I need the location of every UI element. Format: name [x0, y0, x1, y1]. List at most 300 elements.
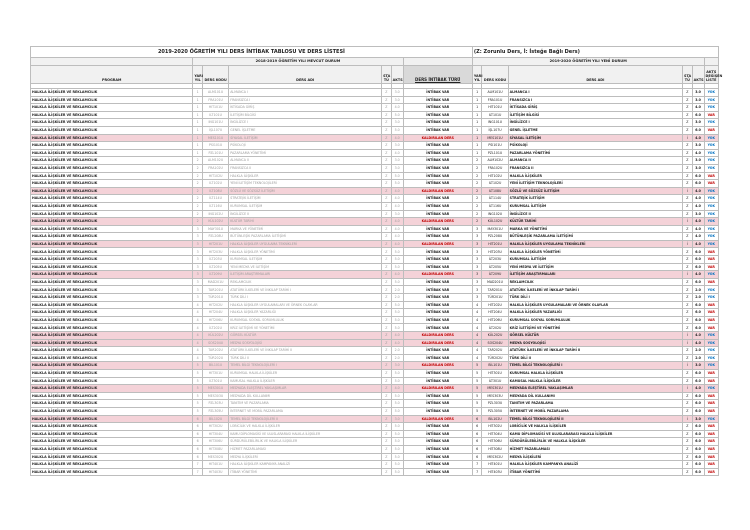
- table-row: [31, 430, 719, 438]
- old-yari-yil-cell: 6: [193, 423, 203, 431]
- intibak-turu-cell: İNTİBAK VAR: [403, 461, 472, 469]
- table-row: [31, 119, 719, 127]
- new-yari-yil-cell: 5: [472, 400, 482, 408]
- old-ders-adi-cell: SÜRDÜRÜLEBİLİRLİK VE HALKLA İLİŞKİLER: [229, 438, 382, 446]
- new-ders-adi-cell: STRATEJİK İLETİŞİM: [508, 195, 682, 203]
- new-statu-cell: Z: [683, 294, 693, 302]
- old-statu-cell: Z: [382, 180, 392, 188]
- old-akts-cell: 5.0: [391, 407, 403, 415]
- akts-degisen-cell: YOK: [704, 210, 718, 218]
- program-cell: HALKLA İLİŞKİLER VE REKLAMCILIK: [31, 195, 193, 203]
- old-statu-cell: Z: [382, 164, 392, 172]
- new-akts-cell: 4.0: [692, 225, 704, 233]
- program-cell: HALKLA İLİŞKİLER VE REKLAMCILIK: [31, 256, 193, 264]
- intibak-turu-cell: KALDIRILAN DERS: [403, 415, 472, 423]
- old-yari-yil-cell: 1: [193, 149, 203, 157]
- new-ders-kodu-cell: HIT304U: [482, 430, 508, 438]
- new-akts-cell: 3.0: [692, 415, 704, 423]
- new-akts-cell: 3.0: [692, 96, 704, 104]
- intibak-turu-cell: İNTİBAK VAR: [403, 142, 472, 150]
- new-ders-adi-cell: BÜTÜNLEŞİK PAZARLAMA İLETİŞİMİ: [508, 233, 682, 241]
- old-akts-cell: 4.0: [391, 225, 403, 233]
- old-statu-cell: Z: [382, 369, 392, 377]
- old-ders-adi-cell: TÜRK DİLİ I: [229, 294, 382, 302]
- old-ders-adi-cell: ATATÜRK İLKELERİ VE İNKILAP TARİHİ I: [229, 286, 382, 294]
- old-ders-adi-cell: İLETİŞİM ARAŞTIRMALARI: [229, 271, 382, 279]
- old-yari-yil-cell: 1: [193, 104, 203, 112]
- new-ders-adi-cell: MEDYA İLİŞKİLERİ: [508, 453, 682, 461]
- intibak-turu-cell: İNTİBAK VAR: [403, 126, 472, 134]
- new-akts-cell: 4.0: [692, 202, 704, 210]
- table-row: [31, 445, 719, 453]
- old-ders-adi-cell: PSİKOLOJİ: [229, 142, 382, 150]
- akts-degisen-cell: VAR: [704, 172, 718, 180]
- new-akts-cell: 4.0: [692, 339, 704, 347]
- new-ders-adi-cell: FRANSIZCA I: [508, 96, 682, 104]
- new-ders-kodu-cell: HIT102U: [482, 172, 508, 180]
- program-cell: HALKLA İLİŞKİLER VE REKLAMCILIK: [31, 157, 193, 165]
- new-ders-adi-cell: KRİZ İLETİŞİMİ VE YÖNETİMİ: [508, 324, 682, 332]
- old-ders-adi-cell: HALKLA İLİŞKİLER UYGULAMALARI VE ÖRNEK OLAYLAR: [229, 301, 382, 309]
- old-akts-cell: 4.0: [391, 332, 403, 340]
- new-statu-cell: Z: [683, 172, 693, 180]
- table-row: [31, 195, 719, 203]
- new-akts-cell: 4.0: [692, 385, 704, 393]
- old-ders-kodu-cell: HIT401U: [202, 461, 228, 469]
- program-cell: HALKLA İLİŞKİLER VE REKLAMCILIK: [31, 142, 193, 150]
- new-ders-kodu-cell: HIT206U: [482, 316, 508, 324]
- old-ders-kodu-cell: MAY301U: [202, 225, 228, 233]
- old-akts-cell: 5.0: [391, 400, 403, 408]
- new-ders-adi-cell: ALMANCA I: [508, 89, 682, 97]
- new-ders-adi-cell: MEDYADA DİL KULLANIMI: [508, 392, 682, 400]
- new-ders-adi-cell: MARKA VE YÖNETİMİ: [508, 225, 682, 233]
- new-yari-yil-cell: 4: [472, 332, 482, 340]
- old-statu-cell: Z: [382, 202, 392, 210]
- old-ders-adi-cell: TEMEL BİLGİ TEKNOLOJİLERİ II: [229, 415, 382, 423]
- old-statu-cell: Z: [382, 96, 392, 104]
- new-statu-cell: Z: [683, 324, 693, 332]
- old-yari-yil-cell: 3: [193, 233, 203, 241]
- intibak-turu-cell: İNTİBAK VAR: [403, 324, 472, 332]
- old-ders-adi-cell: PAZARLAMA YÖNETİMİ: [229, 149, 382, 157]
- new-akts-cell: 6.0: [692, 301, 704, 309]
- old-yari-yil-cell: 6: [193, 445, 203, 453]
- new-ders-kodu-cell: PZL208U: [482, 233, 508, 241]
- program-cell: HALKLA İLİŞKİLER VE REKLAMCILIK: [31, 324, 193, 332]
- old-ders-adi-cell: SÖZLÜ VE SÖZSÜZ İLETİŞİM: [229, 187, 382, 195]
- old-ders-kodu-cell: MAD201U: [202, 278, 228, 286]
- new-ders-adi-cell: HİZMET PAZARLAMASI: [508, 445, 682, 453]
- new-akts-cell: 6.0: [692, 377, 704, 385]
- new-yari-yil-cell: 4: [472, 324, 482, 332]
- old-statu-cell: Z: [382, 362, 392, 370]
- old-ders-kodu-cell: ILT108U: [202, 187, 228, 195]
- new-yari-yil-cell: 7: [472, 468, 482, 476]
- table-row: [31, 362, 719, 370]
- intibak-turu-cell: İNTİBAK VAR: [403, 164, 472, 172]
- new-yari-yil-cell: 1: [472, 104, 482, 112]
- new-yari-yil-cell: 5: [472, 377, 482, 385]
- new-yari-yil-cell: 3: [472, 271, 482, 279]
- old-ders-kodu-cell: HIT203U: [202, 248, 228, 256]
- old-statu-cell: Z: [382, 430, 392, 438]
- program-cell: HALKLA İLİŞKİLER VE REKLAMCILIK: [31, 111, 193, 119]
- akts-degisen-cell: YOK: [704, 362, 718, 370]
- intibak-turu-cell: İNTİBAK VAR: [403, 111, 472, 119]
- intibak-turu-cell: İNTİBAK VAR: [403, 157, 472, 165]
- new-akts-cell: 6.0: [692, 278, 704, 286]
- old-akts-cell: 3.0: [391, 142, 403, 150]
- old-statu-cell: Z: [382, 468, 392, 476]
- new-ders-kodu-cell: ING102U: [482, 210, 508, 218]
- table-row: [31, 309, 719, 317]
- new-ders-kodu-cell: HIT201U: [482, 240, 508, 248]
- akts-degisen-cell: VAR: [704, 445, 718, 453]
- new-statu-cell: İ: [683, 134, 693, 142]
- program-cell: HALKLA İLİŞKİLER VE REKLAMCILIK: [31, 294, 193, 302]
- section-row: [31, 58, 719, 66]
- old-akts-cell: 4.0: [391, 339, 403, 347]
- old-yari-yil-cell: 2: [193, 195, 203, 203]
- table-row: [31, 278, 719, 286]
- intibak-turu-cell: İNTİBAK VAR: [403, 369, 472, 377]
- new-ders-kodu-cell: HIT202U: [482, 301, 508, 309]
- old-akts-cell: 5.0: [391, 453, 403, 461]
- old-akts-cell: 5.0: [391, 430, 403, 438]
- new-ders-adi-cell: GÖRSEL KÜLTÜR: [508, 332, 682, 340]
- akts-degisen-cell: YOK: [704, 286, 718, 294]
- table-row: [31, 407, 719, 415]
- program-cell: HALKLA İLİŞKİLER VE REKLAMCILIK: [31, 225, 193, 233]
- old-ders-adi-cell: HALKLA İLİŞKİLER UYGULAMA TEKNİKLERİ: [229, 240, 382, 248]
- new-ders-adi-cell: SİYASAL İLETİŞİM: [508, 134, 682, 142]
- akts-degisen-cell: VAR: [704, 309, 718, 317]
- new-yari-yil-cell: 2: [472, 202, 482, 210]
- new-ders-kodu-cell: İLT202U: [482, 324, 508, 332]
- new-ders-adi-cell: REKLAMCILIK: [508, 278, 682, 286]
- old-akts-cell: 5.0: [391, 461, 403, 469]
- new-ders-kodu-cell: TÜR201U: [482, 294, 508, 302]
- new-statu-cell: İ: [683, 187, 693, 195]
- old-ders-kodu-cell: TÜR202U: [202, 354, 228, 362]
- old-akts-cell: 5.0: [391, 423, 403, 431]
- new-akts-cell: 4.0: [692, 187, 704, 195]
- program-cell: HALKLA İLİŞKİLER VE REKLAMCILIK: [31, 248, 193, 256]
- new-ders-adi-cell: ATATÜRK İLKELERİ VE İNKILAP TARİHİ I: [508, 286, 682, 294]
- old-akts-cell: 5.0: [391, 180, 403, 188]
- new-ders-adi-cell: YENİ MEDYA VE İLETİŞİM: [508, 263, 682, 271]
- old-yari-yil-cell: 3: [193, 256, 203, 264]
- new-ders-adi-cell: TANITIM VE PAZARLAMA: [508, 400, 682, 408]
- old-akts-cell: 5.0: [391, 256, 403, 264]
- old-section-title: 2018-2019 ÖĞRETİM YILI MEVCUT DURUM: [193, 58, 403, 66]
- table-row: [31, 248, 719, 256]
- akts-degisen-cell: VAR: [704, 400, 718, 408]
- new-ders-adi-cell: KAMUSAL HALKLA İLİŞKİLER: [508, 377, 682, 385]
- new-yari-yil-cell: 5: [472, 407, 482, 415]
- old-statu-cell: Z: [382, 263, 392, 271]
- new-akts-cell: 6.0: [692, 180, 704, 188]
- new-ders-adi-cell: İNGİLİZCE II: [508, 210, 682, 218]
- new-statu-cell: Z: [683, 392, 693, 400]
- program-cell: HALKLA İLİŞKİLER VE REKLAMCILIK: [31, 369, 193, 377]
- new-yari-yil-cell: 1: [472, 89, 482, 97]
- old-ders-adi-cell: TÜRK DİLİ II: [229, 354, 382, 362]
- new-section-title: 2019-2020 ÖĞRETİM YILI YENİ DURUM: [472, 58, 704, 66]
- new-yari-yil-cell: 1: [472, 149, 482, 157]
- new-ders-kodu-cell: KÜL202U: [482, 332, 508, 340]
- table-row: [31, 172, 719, 180]
- new-ders-kodu-cell: FRA101U: [482, 96, 508, 104]
- old-ders-adi-cell: KURUMSAL SOSYAL SORUMLULUK: [229, 316, 382, 324]
- new-ders-adi-cell: TEMEL BİLGİ TEKNOLOJİLERİ I: [508, 362, 682, 370]
- old-ders-kodu-cell: KÜL202U: [202, 332, 228, 340]
- intibak-turu-cell: İNTİBAK VAR: [403, 354, 472, 362]
- old-ders-adi-cell: STRATEJİK İLETİŞİM: [229, 195, 382, 203]
- program-cell: HALKLA İLİŞKİLER VE REKLAMCILIK: [31, 377, 193, 385]
- table-row: [31, 225, 719, 233]
- old-yari-yil-cell: 3: [193, 271, 203, 279]
- old-yari-yil-cell: 7: [193, 468, 203, 476]
- new-statu-cell: Z: [683, 142, 693, 150]
- old-ders-adi-cell: GENEL İŞLETME: [229, 126, 382, 134]
- old-akts-cell: 4.0: [391, 233, 403, 241]
- new-ders-kodu-cell: PZL303U: [482, 400, 508, 408]
- program-cell: HALKLA İLİŞKİLER VE REKLAMCILIK: [31, 286, 193, 294]
- old-akts-cell: 3.0: [391, 210, 403, 218]
- new-yari-yil-cell: 4: [472, 316, 482, 324]
- new-ders-kodu-cell: HIT302U: [482, 423, 508, 431]
- akts-degisen-cell: VAR: [704, 423, 718, 431]
- new-ders-adi-cell: HALKLA İLİŞKİLER KAMPANYA ANALİZİ: [508, 461, 682, 469]
- old-ders-adi-cell: REKLAMCILIK: [229, 278, 382, 286]
- old-yari-yil-cell: 2: [193, 210, 203, 218]
- old-statu-cell: Z: [382, 149, 392, 157]
- old-statu-cell: Z: [382, 445, 392, 453]
- old-statu-cell: Z: [382, 218, 392, 226]
- new-ders-adi-cell: MEDYA SOSYOLOJİSİ: [508, 339, 682, 347]
- new-yari-yil-cell: 1: [472, 119, 482, 127]
- old-statu-cell: Z: [382, 301, 392, 309]
- old-akts-cell: 4.0: [391, 187, 403, 195]
- program-cell: HALKLA İLİŞKİLER VE REKLAMCILIK: [31, 187, 193, 195]
- old-yari-yil-cell: 3: [193, 225, 203, 233]
- program-cell: HALKLA İLİŞKİLER VE REKLAMCILIK: [31, 301, 193, 309]
- old-ders-kodu-cell: İLT209U: [202, 271, 228, 279]
- old-akts-cell: 3.0: [391, 119, 403, 127]
- old-ders-adi-cell: HİZMET PAZARLAMASI: [229, 445, 382, 453]
- program-cell: HALKLA İLİŞKİLER VE REKLAMCILIK: [31, 347, 193, 355]
- new-ders-kodu-cell: İLT114U: [482, 195, 508, 203]
- new-ders-kodu-cell: TAR202U: [482, 347, 508, 355]
- old-ders-kodu-cell: PZL208U: [202, 233, 228, 241]
- new-statu-cell: Z: [683, 157, 693, 165]
- table-row: [31, 286, 719, 294]
- new-yari-yil-cell: 5: [472, 385, 482, 393]
- new-statu-cell: Z: [683, 461, 693, 469]
- new-yari-yil-cell: 2: [472, 187, 482, 195]
- new-statu-cell: Z: [683, 89, 693, 97]
- intibak-turu-cell: İNTİBAK VAR: [403, 423, 472, 431]
- new-ders-kodu-cell: TÜR202U: [482, 354, 508, 362]
- new-ders-adi-cell: HALKLA İLİŞKİLER YÖNETİMİ: [508, 248, 682, 256]
- program-cell: HALKLA İLİŞKİLER VE REKLAMCILIK: [31, 415, 193, 423]
- old-statu-cell: Z: [382, 119, 392, 127]
- intibak-turu-cell: İNTİBAK VAR: [403, 210, 472, 218]
- old-akts-cell: 5.0: [391, 316, 403, 324]
- new-ders-adi-cell: SÖZLÜ VE SÖZSÜZ İLETİŞİM: [508, 187, 682, 195]
- table-row: [31, 453, 719, 461]
- new-yari-yil-cell: 5: [472, 392, 482, 400]
- akts-degisen-cell: VAR: [704, 256, 718, 264]
- new-statu-cell: Z: [683, 445, 693, 453]
- akts-degisen-cell: YOK: [704, 119, 718, 127]
- new-ders-adi-cell: HALKLA İLİŞKİLER YAZARLIĞI: [508, 309, 682, 317]
- old-ders-kodu-cell: FRA101U: [202, 96, 228, 104]
- old-ders-kodu-cell: İLT114U: [202, 195, 228, 203]
- old-ders-adi-cell: MEDYA SOSYOLOJİSİ: [229, 339, 382, 347]
- old-yari-yil-cell: 5: [193, 377, 203, 385]
- intibak-turu-cell: İNTİBAK VAR: [403, 195, 472, 203]
- old-ders-kodu-cell: HIT204U: [202, 309, 228, 317]
- header-new-ders-adi: DERS ADI: [508, 66, 682, 84]
- intibak-turu-cell: İNTİBAK VAR: [403, 248, 472, 256]
- new-akts-cell: 6.0: [692, 263, 704, 271]
- old-yari-yil-cell: 6: [193, 453, 203, 461]
- old-ders-kodu-cell: HIT206U: [202, 316, 228, 324]
- new-statu-cell: Z: [683, 347, 693, 355]
- old-yari-yil-cell: 1: [193, 134, 203, 142]
- old-ders-adi-cell: TEMEL BİLGİ TEKNOLOJİLERİ I: [229, 362, 382, 370]
- new-ders-kodu-cell: İLT301U: [482, 377, 508, 385]
- new-ders-kodu-cell: HIT301U: [482, 369, 508, 377]
- intibak-turu-cell: İNTİBAK VAR: [403, 180, 472, 188]
- new-statu-cell: Z: [683, 149, 693, 157]
- old-statu-cell: Z: [382, 157, 392, 165]
- old-akts-cell: 5.0: [391, 111, 403, 119]
- new-yari-yil-cell: 6: [472, 438, 482, 446]
- new-statu-cell: Z: [683, 225, 693, 233]
- new-ders-kodu-cell: İLT209U: [482, 271, 508, 279]
- old-statu-cell: Z: [382, 407, 392, 415]
- new-ders-adi-cell: KURUMSAL İLETİŞİM: [508, 202, 682, 210]
- new-yari-yil-cell: 6: [472, 415, 482, 423]
- new-statu-cell: İ: [683, 339, 693, 347]
- column-header-row: [31, 66, 719, 84]
- program-cell: HALKLA İLİŞKİLER VE REKLAMCILIK: [31, 126, 193, 134]
- new-akts-cell: 2.0: [692, 286, 704, 294]
- new-yari-yil-cell: 6: [472, 445, 482, 453]
- new-ders-kodu-cell: ING101U: [482, 119, 508, 127]
- new-statu-cell: Z: [683, 126, 693, 134]
- old-statu-cell: Z: [382, 332, 392, 340]
- akts-degisen-cell: YOK: [704, 233, 718, 241]
- new-ders-adi-cell: İNTERNET VE MOBİL PAZARLAMA: [508, 407, 682, 415]
- old-akts-cell: 3.0: [391, 157, 403, 165]
- program-cell: HALKLA İLİŞKİLER VE REKLAMCILIK: [31, 362, 193, 370]
- new-akts-cell: 4.0: [692, 104, 704, 112]
- new-akts-cell: 6.0: [692, 324, 704, 332]
- old-yari-yil-cell: 5: [193, 407, 203, 415]
- old-ders-kodu-cell: İLT301U: [202, 377, 228, 385]
- old-ders-adi-cell: YENİ İLETİŞİM TEKNOLOJİLERİ: [229, 180, 382, 188]
- old-statu-cell: Z: [382, 89, 392, 97]
- intibak-turu-cell: İNTİBAK VAR: [403, 225, 472, 233]
- program-cell: HALKLA İLİŞKİLER VE REKLAMCILIK: [31, 134, 193, 142]
- program-cell: HALKLA İLİŞKİLER VE REKLAMCILIK: [31, 271, 193, 279]
- header-program: PROGRAM: [31, 66, 193, 84]
- new-statu-cell: İ: [683, 271, 693, 279]
- old-ders-adi-cell: MEDYADA ELEŞTİREL YAKLAŞIMLAR: [229, 385, 382, 393]
- intibak-turu-cell: İNTİBAK VAR: [403, 407, 472, 415]
- table-row: [31, 126, 719, 134]
- table-row: [31, 218, 719, 226]
- akts-degisen-cell: YOK: [704, 96, 718, 104]
- new-yari-yil-cell: 2: [472, 164, 482, 172]
- old-ders-kodu-cell: BİL101U: [202, 362, 228, 370]
- new-yari-yil-cell: 3: [472, 278, 482, 286]
- title-row: [31, 47, 719, 58]
- table-row: [31, 392, 719, 400]
- old-ders-kodu-cell: HIT306U: [202, 438, 228, 446]
- new-akts-cell: 6.0: [692, 430, 704, 438]
- old-akts-cell: 4.0: [391, 195, 403, 203]
- table-row: [31, 149, 719, 157]
- new-statu-cell: İ: [683, 362, 693, 370]
- new-yari-yil-cell: 6: [472, 423, 482, 431]
- program-cell: HALKLA İLİŞKİLER VE REKLAMCILIK: [31, 96, 193, 104]
- old-ders-kodu-cell: İLT116U: [202, 202, 228, 210]
- old-ders-kodu-cell: SOS204U: [202, 339, 228, 347]
- page-title: 2019-2020 ÖĞRETİM YILI DERS İNTİBAK TABLOSU VE DERS LİSTESİ: [31, 47, 473, 58]
- old-ders-kodu-cell: İŞL107U: [202, 126, 228, 134]
- new-yari-yil-cell: 1: [472, 96, 482, 104]
- old-ders-adi-cell: KURUMSAL İLETİŞİM: [229, 256, 382, 264]
- old-akts-cell: 2.0: [391, 294, 403, 302]
- new-ders-adi-cell: KAMU DİPLOMASİSİ VE ULUSLARARASI HALKLA İLİŞKİLER: [508, 430, 682, 438]
- new-akts-cell: 3.0: [692, 89, 704, 97]
- old-yari-yil-cell: 2: [193, 172, 203, 180]
- new-ders-kodu-cell: İLT116U: [482, 202, 508, 210]
- intibak-turu-cell: İNTİBAK VAR: [403, 445, 472, 453]
- table-row: [31, 468, 719, 476]
- new-ders-adi-cell: KURUMSAL HALKLA İLİŞKİLER: [508, 369, 682, 377]
- old-akts-cell: 4.0: [391, 104, 403, 112]
- intibak-turu-cell: İNTİBAK VAR: [403, 301, 472, 309]
- program-cell: HALKLA İLİŞKİLER VE REKLAMCILIK: [31, 180, 193, 188]
- new-statu-cell: Z: [683, 119, 693, 127]
- akts-degisen-cell: YOK: [704, 294, 718, 302]
- akts-degisen-cell: YOK: [704, 332, 718, 340]
- table-row: [31, 210, 719, 218]
- new-ders-kodu-cell: KÜL102U: [482, 218, 508, 226]
- intibak-turu-cell: İNTİBAK VAR: [403, 202, 472, 210]
- new-akts-cell: 6.0: [692, 453, 704, 461]
- new-yari-yil-cell: 2: [472, 180, 482, 188]
- new-yari-yil-cell: 3: [472, 240, 482, 248]
- intibak-turu-cell: İNTİBAK VAR: [403, 347, 472, 355]
- program-cell: HALKLA İLİŞKİLER VE REKLAMCILIK: [31, 385, 193, 393]
- new-akts-cell: 6.0: [692, 461, 704, 469]
- old-akts-cell: 5.0: [391, 263, 403, 271]
- new-ders-adi-cell: İTİBAR YÖNETİMİ: [508, 468, 682, 476]
- new-akts-cell: 4.0: [692, 195, 704, 203]
- new-ders-adi-cell: PSİKOLOJİ: [508, 142, 682, 150]
- new-yari-yil-cell: 2: [472, 172, 482, 180]
- akts-degisen-cell: VAR: [704, 430, 718, 438]
- new-ders-kodu-cell: MAD201U: [482, 278, 508, 286]
